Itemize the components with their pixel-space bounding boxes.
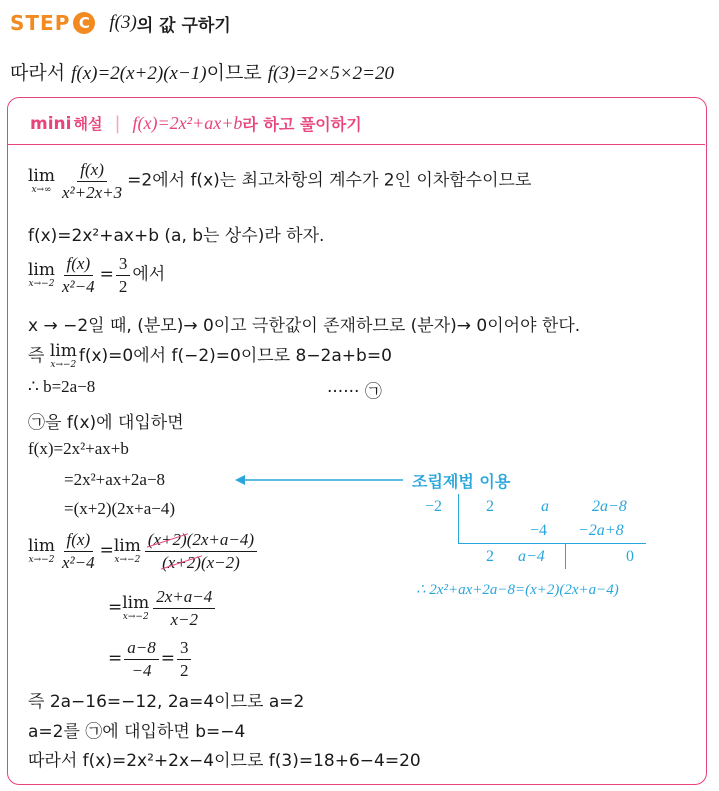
solution-line-13: [108, 638, 193, 680]
equals-12: =: [108, 597, 123, 618]
line-1-rest: =2에서 f(x)는 최고차항의 계수가 2인 이차함수이므로: [127, 170, 532, 191]
solution-line-1: [28, 160, 531, 202]
fraction-3: $\frac{f(x)}{\text{x²−4}}$: [62, 254, 95, 296]
equals-13b: =: [160, 648, 175, 669]
mini-badge-en: mini: [30, 113, 72, 134]
synthetic-row1-c3: 2a−8: [592, 498, 627, 515]
step-title-text: 의 값 구하기: [136, 15, 231, 36]
synthetic-row3-c2: a−4: [518, 548, 545, 565]
equals-11: =: [99, 540, 114, 561]
synthetic-remainder-box: [565, 543, 566, 569]
summary-text-2: 이므로: [206, 62, 268, 84]
solution-line-8: f(x)=2x²+ax+b: [28, 439, 129, 458]
solution-line-3: [28, 254, 165, 296]
mini-header-divider: [8, 144, 705, 145]
mini-title-text: 라 하고 풀이하기: [242, 115, 362, 134]
solution-line-6: ∴ b=2a−8: [28, 377, 96, 396]
mini-separator: |: [114, 113, 121, 134]
mini-title-math: f(x)=2x²+ax+b: [132, 113, 243, 133]
step-header: [10, 8, 231, 38]
summary-math-1: f(x)=2(x+2)(x−1): [71, 63, 207, 84]
synthetic-label: 조립제법 이용: [412, 472, 511, 491]
solution-line-16: 따라서 f(x)=2x²+2x−4이므로 f(3)=18+6−4=20: [28, 751, 421, 771]
synthetic-root: −2: [425, 498, 443, 515]
fraction-12: $\frac{2x+a-4}{x-2}$: [153, 587, 215, 629]
limit-11a: lim x→−2: [28, 535, 55, 565]
synthetic-vertical-line: [458, 494, 459, 544]
limit-11b: lim x→−2: [113, 535, 141, 565]
fraction-13-result: $\frac{3}{2}$: [177, 638, 192, 680]
summary-text-1: 따라서: [10, 62, 72, 84]
synthetic-horizontal-line: [458, 543, 646, 544]
solution-line-12: [108, 587, 217, 629]
cancelled-factor-den: (x+2): [162, 552, 201, 572]
solution-line-11: [28, 530, 259, 572]
summary-line: [10, 58, 394, 85]
step-letter-badge: C: [73, 12, 95, 34]
step-title-math: f(3): [109, 12, 137, 33]
synthetic-row3-c3: 0: [626, 548, 634, 565]
solution-line-5: [28, 341, 392, 370]
solution-line-7: ㉠을 f(x)에 대입하면: [28, 413, 184, 433]
synthetic-row2-c2: −4: [530, 522, 548, 539]
fraction-3-result: $\frac{3}{2}$: [116, 254, 131, 296]
arrow-to-synthetic-label: [235, 470, 405, 490]
solution-line-2: f(x)=2x²+ax+b (a, b는 상수)라 하자.: [28, 226, 325, 246]
solution-line-4: x → −2일 때, (분모)→ 0이고 극한값이 존재하므로 (분자)→ 0이어야 한다.: [28, 316, 581, 336]
synthetic-row1-c2: a: [541, 498, 549, 515]
solution-line-15: a=2를 ㉠에 대입하면 b=−4: [28, 722, 246, 742]
limit-12: lim x→−2: [122, 592, 150, 622]
summary-math-2: f(3)=2×5×2=20: [267, 63, 394, 84]
limit-3: lim x→−2: [28, 259, 55, 289]
fraction-1: $\frac{f(x)}{\text{x²+2x+3}}$: [62, 160, 123, 202]
synthetic-row2-c3: −2a+8: [578, 522, 624, 539]
fraction-11a: $\frac{f(x)}{\text{x²−4}}$: [62, 530, 95, 572]
solution-line-9: =2x²+ax+2a−8: [64, 470, 166, 489]
synthetic-conclusion: ∴ 2x²+ax+2a−8=(x+2)(2x+a−4): [416, 582, 619, 598]
fraction-11b: $\frac{(x+2)(2x+a-4)}{(x+2)(x-2)}$: [145, 530, 257, 572]
equals-13: =: [108, 648, 123, 669]
line-5-rest: f(x)=0에서 f(−2)=0이므로 8−2a+b=0: [78, 346, 392, 366]
solution-line-14: 즉 2a−16=−12, 2a=4이므로 a=2: [28, 692, 305, 712]
synthetic-row1-c1: 2: [486, 498, 494, 515]
synthetic-row3-c1: 2: [486, 548, 494, 565]
step-word: STEP: [10, 11, 71, 35]
equals-3: =: [99, 264, 114, 285]
mini-badge-ko: 해설: [73, 115, 103, 133]
fraction-13: $\frac{a-8}{-4}$: [124, 638, 158, 680]
line-5-pre: 즉: [28, 346, 45, 366]
limit-5: lim x→−2: [49, 341, 77, 370]
circled-mark-1: ······ ㉠: [327, 382, 382, 402]
line-3-rest: 에서: [132, 264, 166, 285]
limit-1: lim x→∞: [28, 165, 55, 195]
mini-header: [30, 112, 362, 135]
cancelled-factor-num: (x+2): [147, 530, 187, 549]
solution-line-10: =(x+2)(2x+a−4): [64, 499, 176, 518]
